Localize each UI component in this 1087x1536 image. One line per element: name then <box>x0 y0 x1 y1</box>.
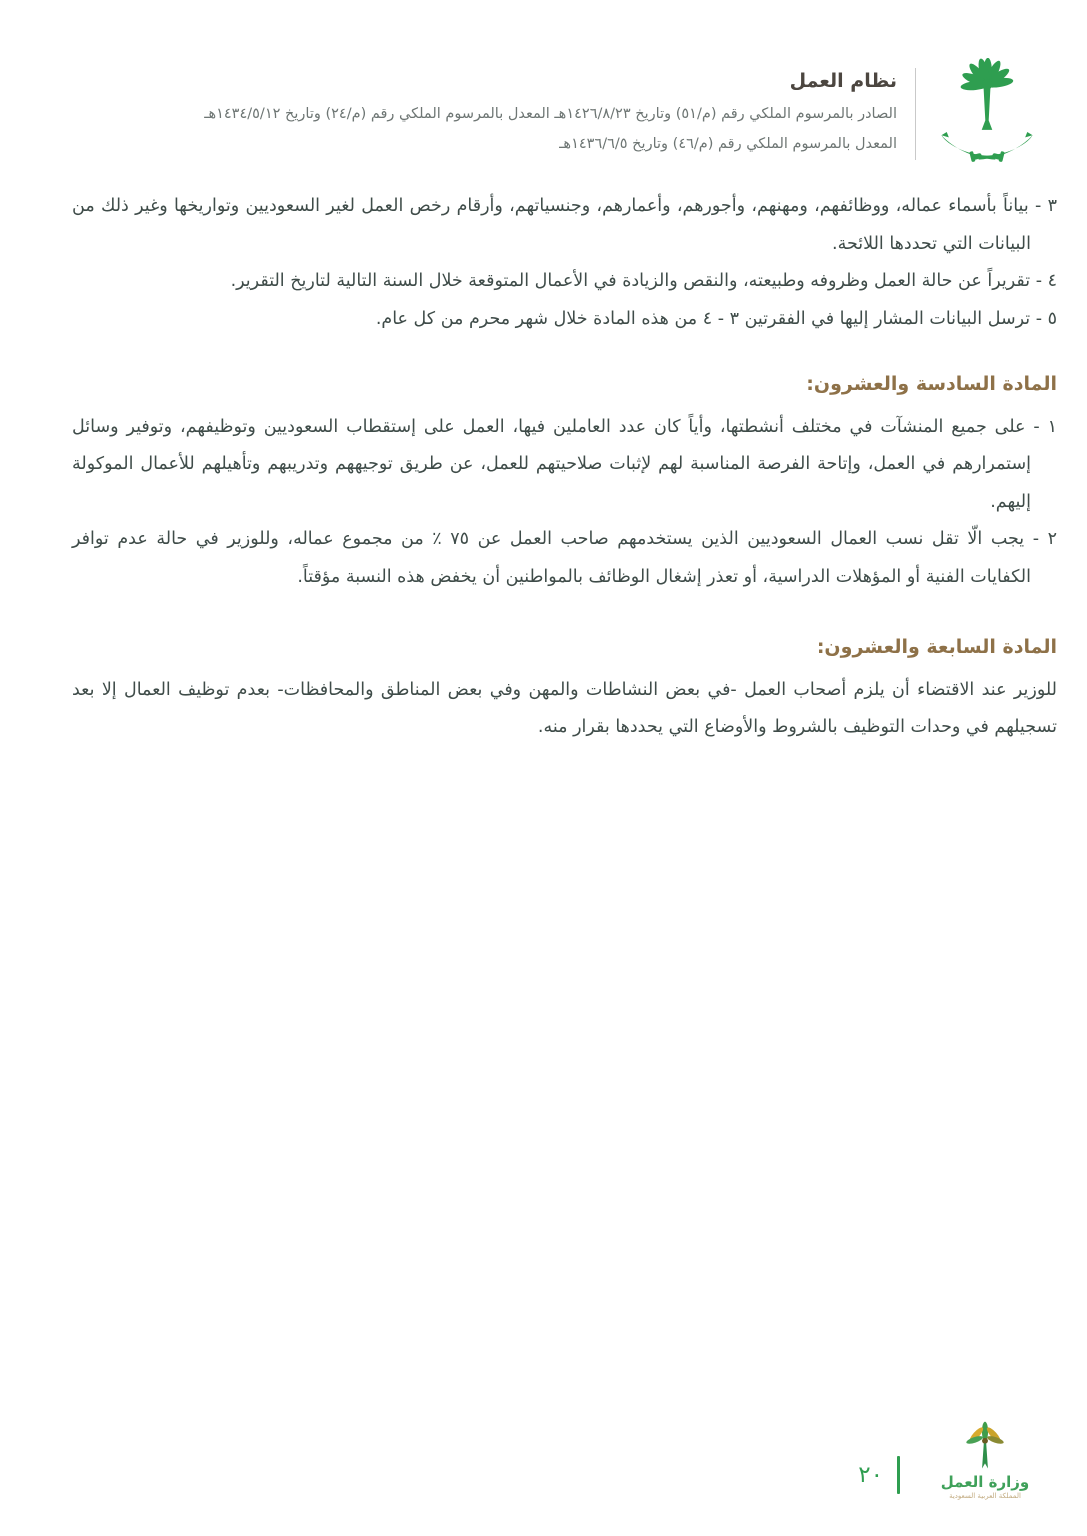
decree-line-2: المعدل بالمرسوم الملكي رقم (م/٤٦) وتاريخ ١٤٣٦/٦/٥هـ <box>559 135 897 152</box>
article-26-heading: المادة السادسة والعشرون: <box>806 373 1057 395</box>
header-divider <box>915 68 916 160</box>
article-26-item-2: ٢ - يجب الّا تقل نسب العمال السعوديين الذين يستخدمهم صاحب العمل عن ٧٥ ٪ من مجموع عماله، وللوزير في حالة عدم توافر الكفايات الفنية أو المؤهلات الدراسية، أو تعذر إشغال الوظائف بالمواطنين أن يخفض هذه النسبة مؤقتاً. <box>72 529 1057 587</box>
list-item-5: ٥ - ترسل البيانات المشار إليها في الفقرتين ٣ - ٤ من هذه المادة خلال شهر محرم من كل عام. <box>375 308 1057 329</box>
article-26-item-1: ١ - على جميع المنشآت في مختلف أنشطتها، وأياً كان عدد العاملين فيها، العمل على إستقطاب السعوديين وتوظيفهم، وتوفير وسائل إستمرارهم في العمل، وإتاحة الفرصة المناسبة لهم لإثبات صلاحيتهم للعمل، عن طريق توجيههم وتدريبهم وتأهيلهم للأعمال الموكولة إليهم. <box>72 416 1057 512</box>
ministry-subtitle: المملكة العربية السعودية <box>949 1492 1021 1500</box>
ministry-palm-icon <box>923 1420 1047 1472</box>
decree-line-1: الصادر بالمرسوم الملكي رقم (م/٥١) وتاريخ ١٤٢٦/٨/٢٣هـ المعدل بالمرسوم الملكي رقم (م/٢٤) وتاريخ ١٤٣٤/٥/١٢هـ <box>204 105 897 122</box>
article-27-heading: المادة السابعة والعشرون: <box>816 636 1057 658</box>
list-item-4: ٤ - تقريراً عن حالة العمل وظروفه وطبيعته، والنقص والزيادة في الأعمال المتوقعة خلال السنة التالية لتاريخ التقرير. <box>230 271 1057 291</box>
page-title: نظام العمل <box>789 69 897 92</box>
article-27-paragraph: للوزير عند الاقتضاء أن يلزم أصحاب العمل -في بعض النشاطات والمهن وفي بعض المناطق والمحافظات- بعدم توظيف العمال إلا بعد تسجيلهم في وحدات التوظيف بالشروط والأوضاع التي يحددها بقرار منه. <box>72 679 1057 737</box>
saudi-emblem-icon <box>934 58 1040 170</box>
header-text-block <box>204 70 897 159</box>
page-number-divider <box>897 1456 900 1494</box>
ministry-logo <box>923 1420 1047 1501</box>
page-header <box>45 58 1040 170</box>
page-number: ٢٠ <box>858 1462 883 1488</box>
list-item-3: ٣ - بياناً بأسماء عماله، ووظائفهم، ومهنهم، وأجورهم، وأعمارهم، وجنسياتهم، وأرقام رخص العمل لغير السعوديين وتواريخها وغير ذلك من البيانات التي تحددها اللائحة. <box>72 196 1057 254</box>
document-body <box>72 188 1057 747</box>
ministry-name: وزارة العمل <box>940 1473 1030 1491</box>
page-number-group <box>858 1455 900 1495</box>
